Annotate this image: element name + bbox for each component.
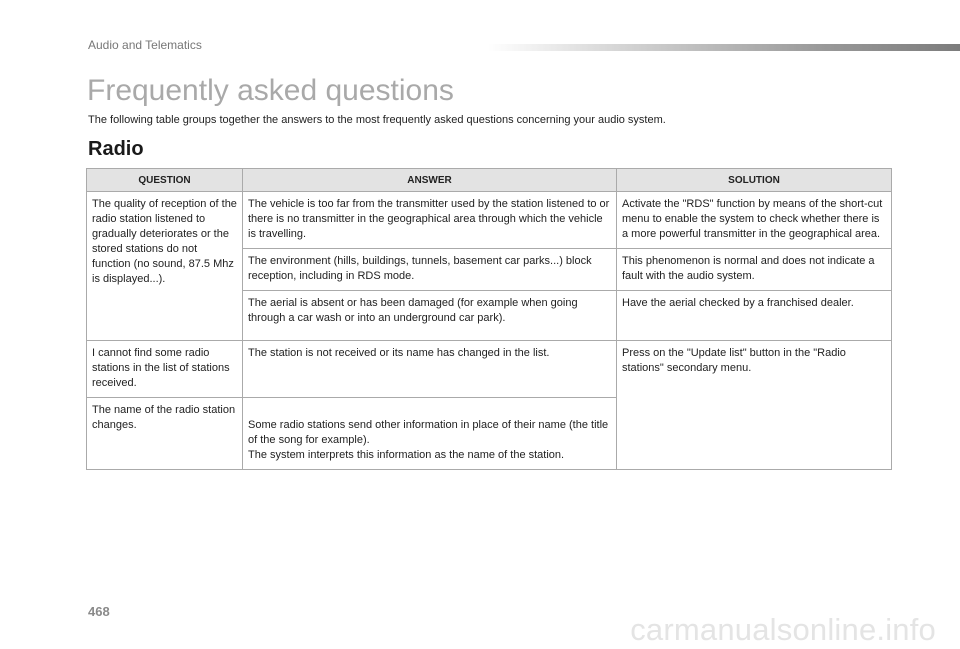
question-cell: I cannot find some radio stations in the list of stations received. [87,341,243,398]
solution-cell: Press on the "Update list" button in the "Radio stations" secondary menu. [617,341,892,470]
question-cell: The quality of reception of the radio station listened to gradually deteriorates or the stored stations do not function (no sound, 87.5 Mhz is displayed...). [87,192,243,341]
intro-text: The following table groups together the answers to the most frequently asked questions concerning your audio system. [88,114,666,126]
column-header-solution: SOLUTION [617,169,892,192]
answer-cell: The vehicle is too far from the transmitter used by the station listened to or there is no transmitter in the geographical area through which the vehicle is travelling. [243,192,617,249]
question-cell: The name of the radio station changes. [87,398,243,470]
answer-text-line: The system interprets this information as the name of the station. [248,448,565,461]
section-title: Radio [88,138,144,160]
page-number: 468 [88,604,110,619]
answer-cell: The aerial is absent or has been damaged (for example when going through a car wash or into an underground car park). [243,291,617,341]
column-header-answer: ANSWER [243,169,617,192]
answer-cell [243,397,617,469]
faq-table [86,168,892,470]
answer-cell: The station is not received or its name has changed in the list. [243,341,617,398]
table-row [87,341,892,398]
column-header-question: QUESTION [87,169,243,192]
solution-cell: This phenomenon is normal and does not indicate a fault with the audio system. [617,249,892,291]
solution-cell: Have the aerial checked by a franchised dealer. [617,291,892,341]
table-row [87,192,892,249]
solution-cell: Activate the "RDS" function by means of the short-cut menu to enable the system to check whether there is a more powerful transmitter in the geographical area. [617,192,892,249]
page-title: Frequently asked questions [87,74,454,107]
watermark: carmanualsonline.info [630,612,936,647]
answer-text-line: Some radio stations send other information in place of their name (the title of the song for example). [248,418,609,446]
section-header-title: Audio and Telematics [88,38,202,52]
answer-cell: The environment (hills, buildings, tunnels, basement car parks...) block reception, including in RDS mode. [243,249,617,291]
header-gradient-bar [488,44,960,51]
cell-spacer [248,403,611,418]
table-header-row [87,169,892,192]
